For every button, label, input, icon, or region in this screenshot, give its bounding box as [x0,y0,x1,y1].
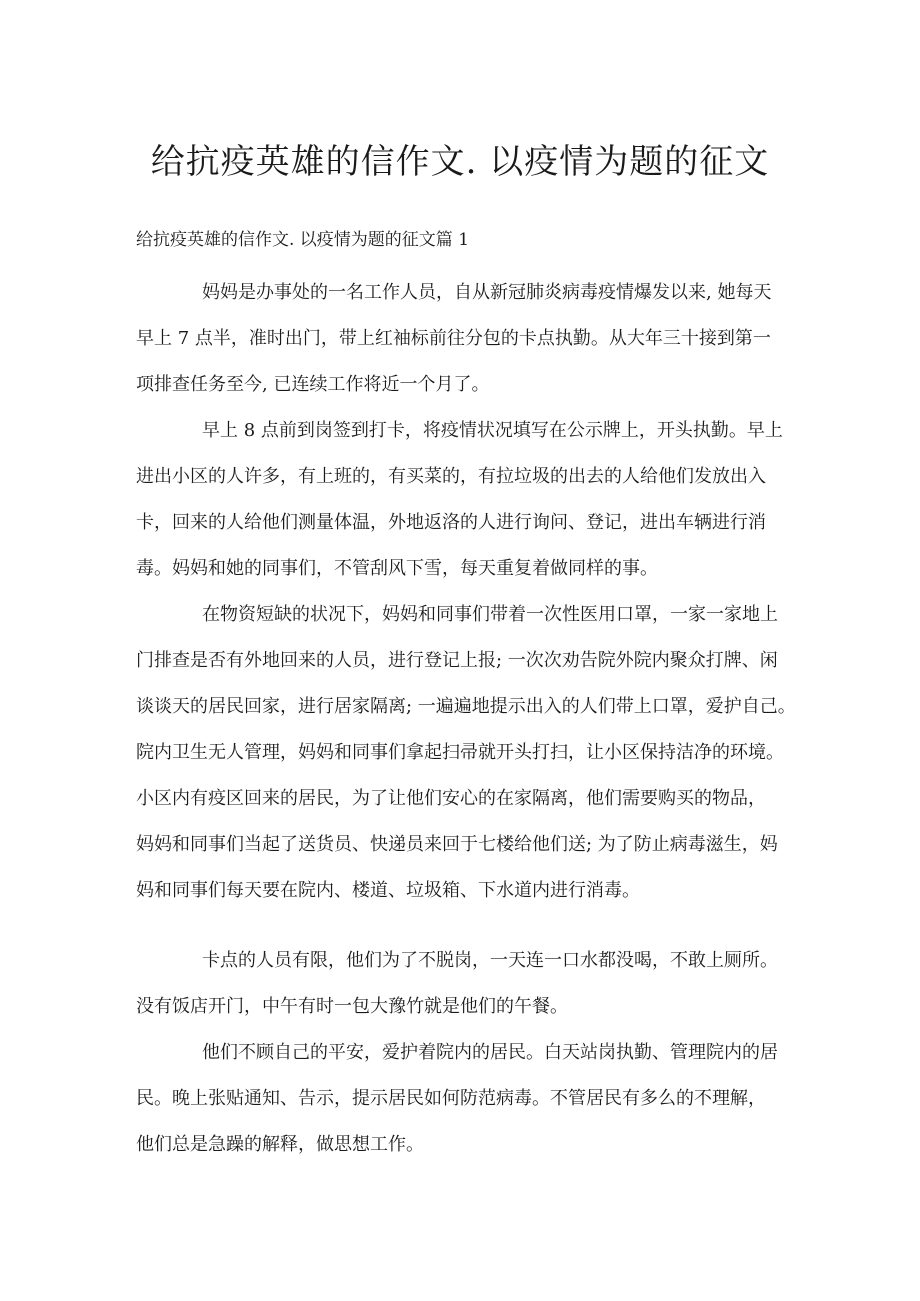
paragraph-line: 进出小区的人许多，有上班的，有买菜的，有拉垃圾的出去的人给他们发放出入 [136,466,766,487]
paragraph-5 [136,1030,796,1168]
paragraph-line: 他们总是急躁的解释，做思想工作。 [136,1134,424,1155]
document-title: 给抗疫英雄的信作文. 以疫情为题的征文 [150,142,770,182]
paragraph-line: 早上 7 点半，准时出门，带上红袖标前往分包的卡点执勤。从大年三十接到第一 [136,328,771,349]
paragraph-line: 民。晚上张贴通知、告示，提示居民如何防范病毒。不管居民有多么的不理解， [136,1088,766,1109]
paragraph-line: 没有饭店开门，中午有时一包大豫竹就是他们的午餐。 [136,996,568,1017]
section-heading: 给抗疫英雄的信作文. 以疫情为题的征文篇 1 [136,230,470,250]
paragraph-line: 小区内有疫区回来的居民，为了让他们安心的在家隔离，他们需要购买的物品， [136,788,766,809]
paragraph-1 [136,270,796,408]
paragraph-3 [136,592,796,914]
paragraph-line: 谈谈天的居民回家，进行居家隔离; 一遍遍地提示出入的人们带上口罩，爱护自己。 [136,696,796,717]
paragraph-line: 门排查是否有外地回来的人员，进行登记上报; 一次次劝告院外院内聚众打牌、闲 [136,650,778,671]
paragraph-line: 他们不顾自己的平安，爱护着院内的居民。白天站岗执勤、管理院内的居 [202,1042,778,1063]
paragraph-line: 妈妈和同事们当起了送货员、快递员来回于七楼给他们送; 为了防止病毒滋生，妈 [136,834,778,855]
paragraph-line: 妈和同事们每天要在院内、楼道、垃圾箱、下水道内进行消毒。 [136,880,640,901]
paragraph-line: 卡点的人员有限，他们为了不脱岗，一天连一口水都没喝，不敢上厕所。 [202,950,778,971]
paragraph-line: 妈妈是办事处的一名工作人员，自从新冠肺炎病毒疫情爆发以来, 她每天 [202,282,772,303]
paragraph-line: 早上 8 点前到岗签到打卡，将疫情状况填写在公示牌上，开头执勤。早上 [202,420,783,441]
paragraph-4 [136,938,796,1030]
paragraph-2 [136,408,796,592]
paragraph-line: 毒。妈妈和她的同事们，不管刮风下雪，每天重复着做同样的事。 [136,558,658,579]
paragraph-line: 卡，回来的人给他们测量体温，外地返洛的人进行询问、登记，进出车辆进行消 [136,512,766,533]
paragraph-line: 项排查任务至今, 已连续工作将近一个月了。 [136,374,490,395]
paragraph-line: 院内卫生无人管理，妈妈和同事们拿起扫帚就开头打扫，让小区保持洁净的环境。 [136,742,784,763]
paragraph-line: 在物资短缺的状况下，妈妈和同事们带着一次性医用口罩，一家一家地上 [202,604,778,625]
